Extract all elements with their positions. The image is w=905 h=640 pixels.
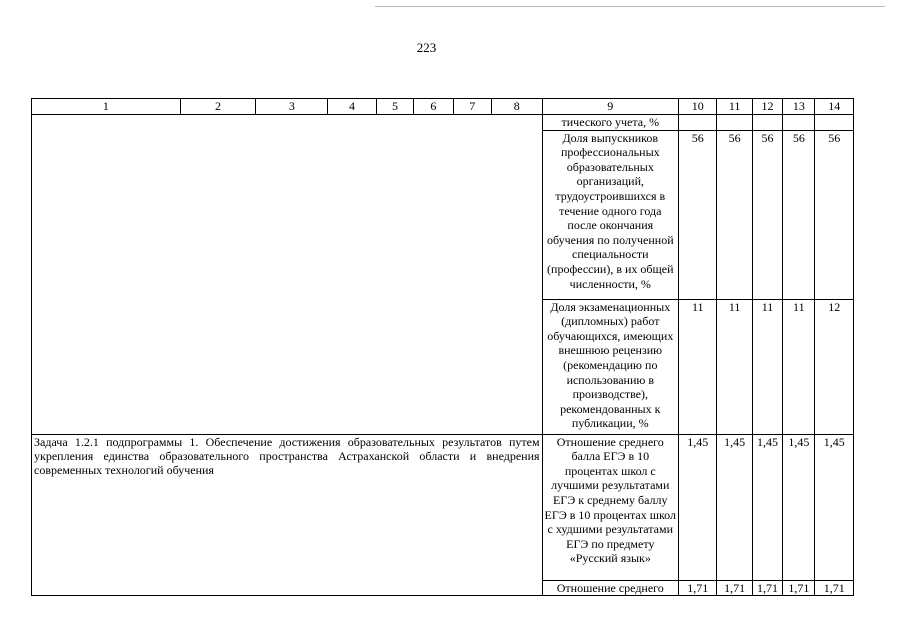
value-cell: 56 <box>752 130 782 299</box>
column-header: 9 <box>542 99 678 115</box>
column-header: 11 <box>717 99 752 115</box>
value-cell: 1,71 <box>717 580 752 596</box>
value-cell: 1,45 <box>783 434 815 580</box>
value-cell: 1,71 <box>783 580 815 596</box>
value-cell: 1,45 <box>679 434 717 580</box>
page-number: 223 <box>416 40 437 55</box>
value-cell: 11 <box>717 299 752 434</box>
value-cell: 11 <box>783 299 815 434</box>
indicator-cell: Доля выпускников профессиональных образовательных организаций, трудоустроившихся в течение одного года после окончания обучения по полученной специальности (профессии), в их общей численности, % <box>542 130 678 299</box>
empty-merged-cell <box>32 114 543 434</box>
column-header: 1 <box>32 99 181 115</box>
column-header: 3 <box>256 99 328 115</box>
value-cell: 56 <box>783 130 815 299</box>
column-header: 10 <box>679 99 717 115</box>
indicator-cell: тического учета, % <box>542 114 678 130</box>
column-header: 13 <box>783 99 815 115</box>
value-cell: 1,71 <box>815 580 854 596</box>
indicator-cell: Доля экзаменационных (дипломных) работ обучающихся, имеющих внешнюю рецензию (рекомендацию по использованию в производстве), рекомендованных к публикации, % <box>542 299 678 434</box>
column-header: 12 <box>752 99 782 115</box>
value-cell <box>752 114 782 130</box>
column-header: 6 <box>414 99 453 115</box>
value-cell: 1,71 <box>679 580 717 596</box>
table-header-row <box>32 99 854 115</box>
value-cell: 56 <box>679 130 717 299</box>
column-header: 2 <box>180 99 256 115</box>
value-cell <box>815 114 854 130</box>
indicator-cell: Отношение среднего балла ЕГЭ в 10 процентах школ с лучшими результатами ЕГЭ к среднему баллу ЕГЭ в 10 процентах школ с худшими результатами ЕГЭ по предмету «Русский язык» <box>542 434 678 580</box>
indicators-table <box>31 98 854 596</box>
value-cell: 1,45 <box>815 434 854 580</box>
indicator-cell: Отношение среднего <box>542 580 678 596</box>
value-cell: 56 <box>815 130 854 299</box>
column-header: 7 <box>453 99 491 115</box>
value-cell <box>717 114 752 130</box>
value-cell <box>679 114 717 130</box>
column-header: 8 <box>492 99 543 115</box>
table-row <box>32 114 854 130</box>
value-cell: 12 <box>815 299 854 434</box>
column-header: 14 <box>815 99 854 115</box>
top-scan-rule <box>375 6 885 7</box>
value-cell: 1,45 <box>752 434 782 580</box>
value-cell: 1,45 <box>717 434 752 580</box>
value-cell <box>783 114 815 130</box>
column-header: 4 <box>328 99 377 115</box>
column-header: 5 <box>376 99 413 115</box>
value-cell: 1,71 <box>752 580 782 596</box>
value-cell: 11 <box>752 299 782 434</box>
table-row <box>32 434 854 580</box>
value-cell: 56 <box>717 130 752 299</box>
value-cell: 11 <box>679 299 717 434</box>
task-description-cell: Задача 1.2.1 подпрограммы 1. Обеспечение достижения образовательных результатов путем укрепления единства образовательного пространства Астраханской области и внедрения современных технологий обучения <box>32 434 543 596</box>
